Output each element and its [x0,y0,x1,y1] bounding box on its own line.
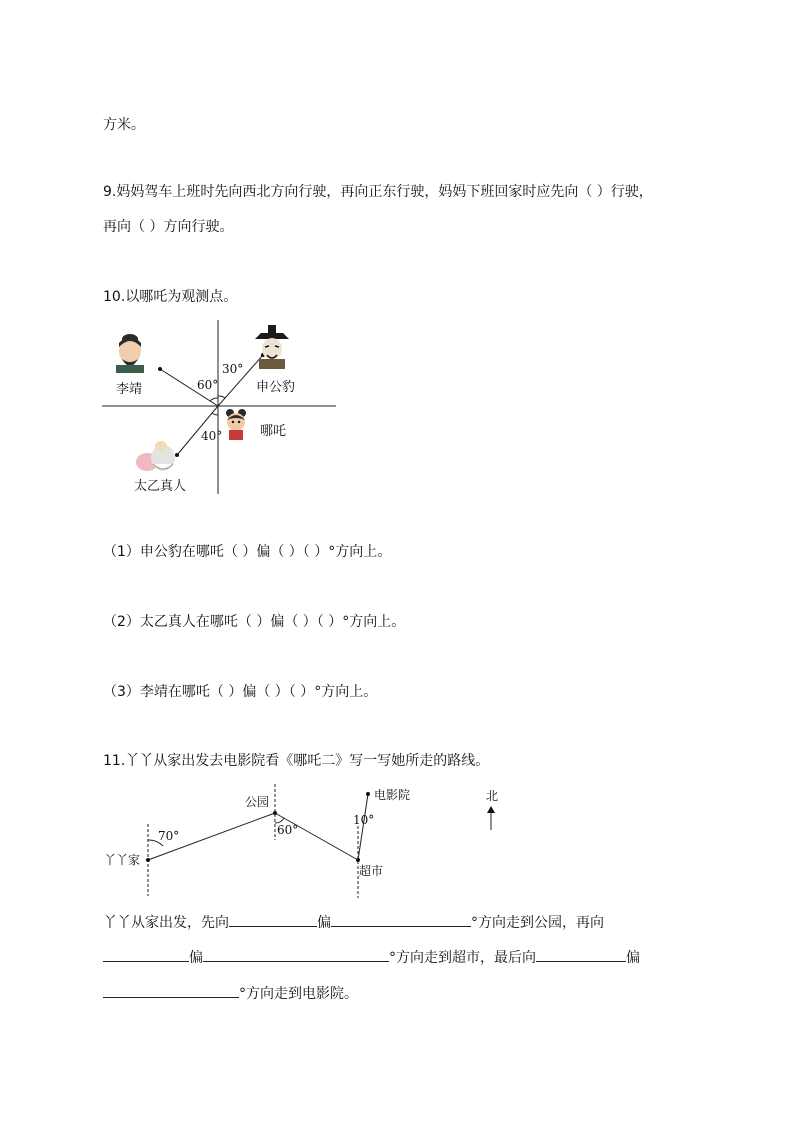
answer-text-3: °方向走到公园，再向 [471,915,604,931]
answer-line-2 [103,947,640,967]
point-lijing [158,367,162,371]
blank-direction-angle-2[interactable] [203,947,389,962]
arc-60 [210,398,218,401]
shen-gongbao-avatar-icon [253,325,291,369]
north-arrow-icon [487,806,495,813]
blank-direction-3[interactable] [536,947,626,962]
text-line-fang-mi: 方米。 [103,117,145,133]
answer-text-4: 偏 [189,950,203,966]
label-shen: 申公豹 [256,380,296,395]
label-lijing: 李靖 [116,382,143,397]
point-market [356,858,360,862]
label-angle-40: 40° [201,429,223,443]
point-park [273,811,277,815]
label-cinema: 电影院 [374,788,411,802]
label-angle-10: 10° [353,813,375,827]
label-market: 超市 [359,864,384,878]
sub-question-1: （1）申公豹在哪吒（ ）偏（ ）（ ）°方向上。 [103,544,392,560]
question-9-line-2: 再向（ ）方向行驶。 [103,219,234,235]
answer-text-6: 偏 [626,950,640,966]
figure-11-route-diagram [100,780,520,900]
nezha-avatar-icon [221,408,251,440]
point-cinema [366,792,370,796]
answer-line-3 [103,983,358,1003]
answer-line-1 [103,912,604,932]
arc-30 [218,396,225,398]
point-home [146,858,150,862]
question-11-title: 11.丫丫从家出发去电影院看《哪吒二》写一写她所走的路线。 [103,753,490,769]
arc-40 [212,413,218,415]
route-market-cinema [358,794,368,860]
taiyi-avatar-icon [133,440,179,474]
label-nezha: 哪吒 [260,424,287,439]
lijing-avatar-icon [110,333,150,373]
answer-text-7: °方向走到电影院。 [239,986,358,1002]
answer-text-2: 偏 [317,915,331,931]
label-angle-70: 70° [158,829,180,843]
blank-direction-angle-1[interactable] [331,912,471,927]
sub-question-2: （2）太乙真人在哪吒（ ）偏（ ）（ ）°方向上。 [103,614,406,630]
label-taiyi: 太乙真人 [134,479,187,494]
label-home: 丫丫家 [104,853,141,867]
label-north: 北 [486,789,499,803]
blank-direction-1[interactable] [229,912,317,927]
label-angle-30: 30° [222,362,244,376]
answer-text-1: 丫丫从家出发，先向 [103,915,229,931]
question-9-line-1: 9.妈妈驾车上班时先向西北方向行驶，再向正东行驶，妈妈下班回家时应先向（ ）行驶， [103,184,653,200]
label-angle-60-park: 60° [277,823,299,837]
sub-question-3: （3）李靖在哪吒（ ）偏（ ）（ ）°方向上。 [103,684,378,700]
label-park: 公园 [245,795,270,809]
label-angle-60: 60° [197,378,219,392]
blank-direction-2[interactable] [103,947,189,962]
blank-direction-angle-3[interactable] [103,983,239,998]
answer-text-5: °方向走到超市，最后向 [389,950,536,966]
question-10-title: 10.以哪吒为观测点。 [103,289,238,305]
